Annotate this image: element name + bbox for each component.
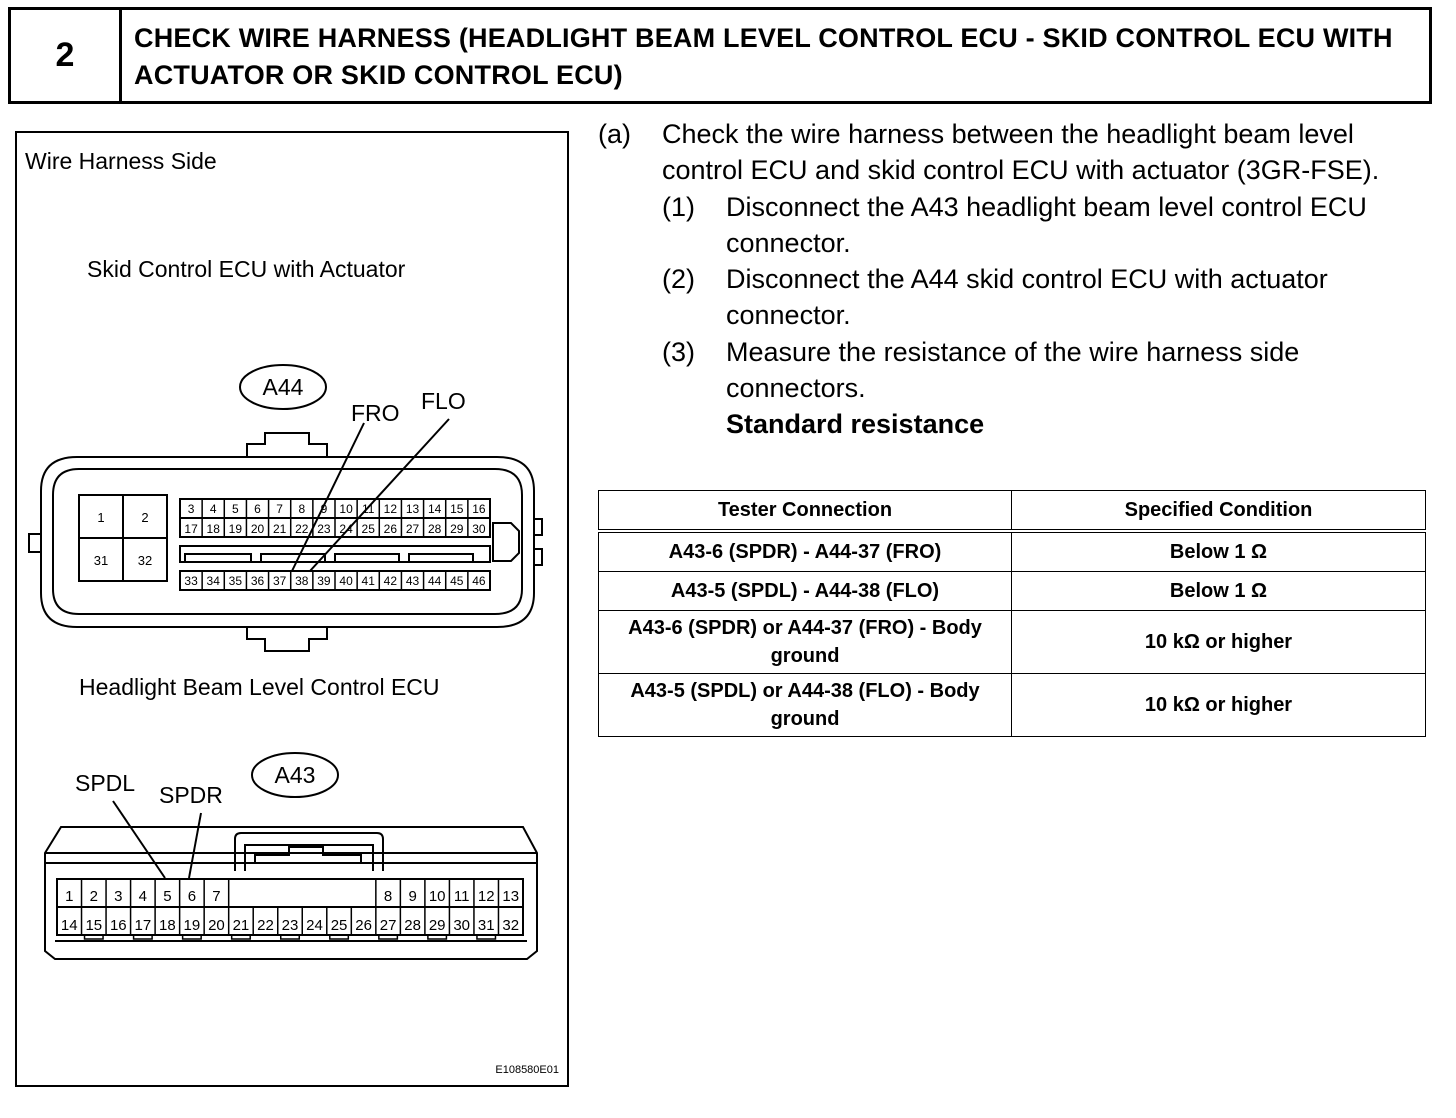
- step-header: [8, 7, 1432, 104]
- pin-number: 4: [138, 888, 148, 905]
- a44-connector-id: A44: [262, 374, 304, 400]
- pin-number: 31: [93, 553, 109, 568]
- pin-number: 38: [295, 574, 309, 588]
- instruction-step: [662, 189, 1438, 262]
- column-header-tester-connection: Tester Connection: [599, 491, 1012, 532]
- pin-number: 4: [209, 502, 217, 516]
- instruction-step-text: Measure the resistance of the wire harness side connectors.: [726, 336, 1300, 404]
- pin-number: 29: [450, 522, 464, 536]
- pin-number: 34: [206, 574, 220, 588]
- instruction-steps: [662, 189, 1438, 407]
- pin-number: 42: [383, 574, 398, 588]
- specified-condition-cell: Below 1 Ω: [1012, 572, 1426, 611]
- table-row: [599, 674, 1426, 737]
- instruction-step-text: Disconnect the A44 skid control ECU with actuator connector.: [726, 264, 1328, 331]
- pin-number: 36: [250, 574, 265, 588]
- figure-code: E108580E01: [495, 1064, 559, 1076]
- specified-condition-cell: Below 1 Ω: [1012, 531, 1426, 572]
- tester-connection-cell: A43-6 (SPDR) or A44-37 (FRO) - Body ground: [599, 611, 1012, 674]
- a44-connector-title: Skid Control ECU with Actuator: [87, 256, 406, 282]
- pin-number: 24: [339, 522, 353, 536]
- pin-number: 29: [428, 917, 446, 934]
- pin-number: 30: [453, 917, 471, 934]
- instruction-step-label: (2): [662, 264, 695, 295]
- pin-number: 40: [339, 574, 353, 588]
- pin-number: 5: [232, 502, 239, 516]
- pin-number: 14: [427, 502, 442, 516]
- a43-connector-title: Headlight Beam Level Control ECU: [79, 674, 440, 700]
- pin-number: 13: [502, 888, 520, 905]
- pin-number: 12: [477, 888, 495, 905]
- instruction-step: [662, 261, 1438, 334]
- tester-connection-cell: A43-5 (SPDL) - A44-38 (FLO): [599, 572, 1012, 611]
- pin-number: 1: [97, 510, 105, 525]
- a43-connector-id: A43: [274, 762, 316, 788]
- pin-number: 2: [89, 888, 98, 905]
- pin-number: 14: [60, 917, 78, 934]
- pin-number: 24: [306, 917, 323, 934]
- table-header-row: [599, 491, 1426, 532]
- pin-number: 11: [453, 888, 470, 905]
- fro-terminal-label: FRO: [351, 400, 400, 426]
- pin-number: 32: [502, 917, 520, 934]
- pin-number: 15: [85, 917, 103, 934]
- pin-number: 17: [134, 917, 152, 934]
- step-title: CHECK WIRE HARNESS (HEADLIGHT BEAM LEVEL CONTROL ECU - SKID CONTROL ECU WITH ACTUATOR OR SKID CONTROL ECU): [134, 23, 1393, 90]
- pin-number: 5: [163, 888, 172, 905]
- pin-number: 6: [254, 502, 261, 516]
- pin-number: 16: [109, 917, 127, 934]
- pin-number: 44: [427, 574, 442, 588]
- table-row: [599, 611, 1426, 674]
- pin-number: 2: [141, 510, 149, 525]
- pin-number: 17: [184, 522, 198, 536]
- pin-number: 21: [232, 917, 250, 934]
- instruction-step-text: Disconnect the A43 headlight beam level control ECU connector.: [726, 191, 1367, 258]
- specified-condition-cell: 10 kΩ or higher: [1012, 611, 1426, 674]
- pin-number: 11: [361, 502, 375, 516]
- pin-number: 19: [228, 522, 243, 536]
- table-row: [599, 531, 1426, 572]
- pin-number: 21: [272, 522, 287, 536]
- instruction-a-text: Check the wire harness between the headlight beam level control ECU and skid control ECU with actuator (3GR-FSE).: [662, 119, 1380, 186]
- tester-connection-cell: A43-5 (SPDL) or A44-38 (FLO) - Body ground: [599, 674, 1012, 737]
- pin-number: 1: [65, 888, 74, 905]
- instruction-block: [598, 116, 1438, 443]
- wire-harness-side-label: Wire Harness Side: [25, 148, 217, 174]
- instruction-a-label: (a): [598, 119, 631, 149]
- pin-number: 35: [228, 574, 243, 588]
- standard-resistance-heading: Standard resistance: [726, 409, 985, 440]
- pin-number: 23: [281, 917, 299, 934]
- pin-number: 26: [383, 522, 398, 536]
- column-header-specified-condition: Specified Condition: [1012, 491, 1426, 532]
- flo-terminal-label: FLO: [421, 388, 466, 414]
- pin-number: 22: [295, 522, 309, 536]
- spdl-terminal-label: SPDL: [75, 770, 136, 796]
- pin-number: 27: [405, 522, 420, 536]
- pin-number: 10: [339, 502, 353, 516]
- pin-number: 22: [257, 917, 274, 934]
- specified-condition-cell: 10 kΩ or higher: [1012, 674, 1426, 737]
- pin-number: 18: [206, 522, 220, 536]
- pin-number: 30: [472, 522, 486, 536]
- pin-number: 20: [208, 917, 225, 934]
- spdr-terminal-label: SPDR: [159, 782, 223, 808]
- pin-number: 39: [317, 574, 331, 588]
- resistance-table: [598, 490, 1426, 737]
- pin-number: 18: [159, 917, 176, 934]
- pin-number: 8: [383, 888, 393, 905]
- pin-number: 25: [330, 917, 348, 934]
- pin-number: 28: [404, 917, 421, 934]
- pin-number: 31: [477, 917, 495, 934]
- pin-number: 25: [361, 522, 375, 536]
- pin-number: 45: [450, 574, 464, 588]
- connector-diagram: [15, 131, 569, 1087]
- pin-number: 27: [379, 917, 397, 934]
- pin-number: 10: [428, 888, 446, 905]
- pin-number: 43: [405, 574, 420, 588]
- step-number: 2: [11, 10, 122, 101]
- pin-number: 33: [184, 574, 198, 588]
- pin-number: 3: [187, 502, 195, 516]
- pin-number: 9: [320, 502, 328, 516]
- pin-number: 37: [272, 574, 287, 588]
- instruction-a: [598, 116, 1438, 189]
- pin-number: 15: [450, 502, 464, 516]
- pin-number: 7: [276, 502, 283, 516]
- pin-number: 16: [472, 502, 486, 516]
- pin-number: 12: [383, 502, 398, 516]
- instruction-step: [662, 334, 1438, 407]
- connector-drawing: [17, 133, 571, 1089]
- pin-number: 8: [298, 502, 306, 516]
- pin-number: 7: [212, 888, 221, 905]
- pin-number: 46: [472, 574, 486, 588]
- pin-number: 19: [183, 917, 201, 934]
- pin-number: 32: [137, 553, 153, 568]
- pin-number: 26: [355, 917, 372, 934]
- table-row: [599, 572, 1426, 611]
- pin-number: 9: [408, 888, 417, 905]
- instruction-step-label: (1): [662, 191, 695, 222]
- tester-connection-cell: A43-6 (SPDR) - A44-37 (FRO): [599, 531, 1012, 572]
- pin-number: 23: [317, 522, 331, 536]
- pin-number: 20: [250, 522, 265, 536]
- pin-number: 13: [405, 502, 420, 516]
- pin-number: 6: [187, 888, 197, 905]
- pin-number: 3: [114, 888, 123, 905]
- instruction-step-label: (3): [662, 336, 695, 367]
- pin-number: 41: [361, 574, 375, 588]
- pin-number: 28: [427, 522, 442, 536]
